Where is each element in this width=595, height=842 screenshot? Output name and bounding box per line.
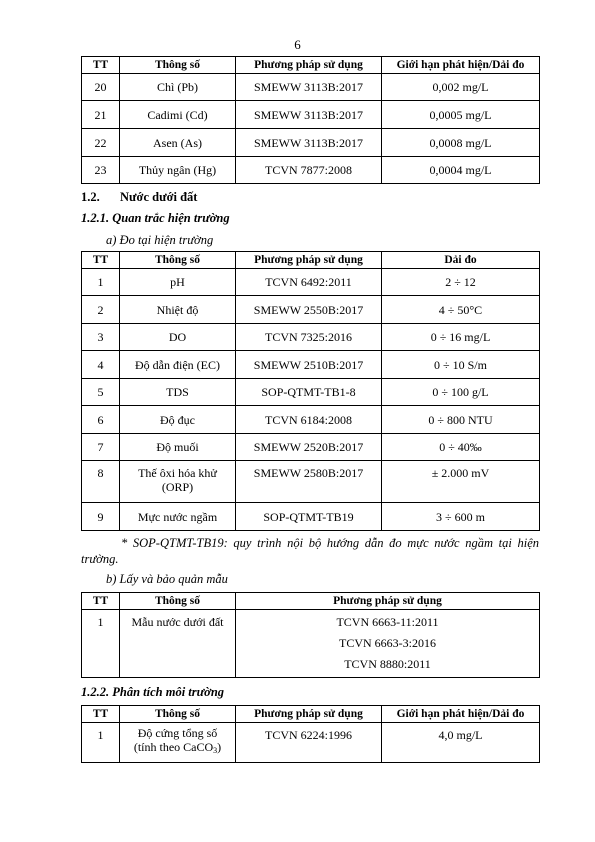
cell-range: 2 ÷ 12 — [382, 269, 540, 296]
table-header-row — [82, 706, 540, 723]
cell-tt: 9 — [82, 503, 120, 531]
section-title: Phân tích môi trường — [112, 685, 225, 699]
field-measurement-table — [81, 251, 540, 531]
cell-method: SMEWW 2550B:2017 — [236, 296, 382, 324]
cell-parameter: Thủy ngân (Hg) — [120, 157, 236, 184]
cell-parameter: Asen (As) — [120, 129, 236, 157]
cell-tt: 22 — [82, 129, 120, 157]
cell-method: TCVN 7877:2008 — [236, 157, 382, 184]
col-header-parameter: Thông số — [120, 57, 236, 74]
table-row — [82, 434, 540, 461]
section-number: 1.2.1. — [81, 211, 110, 225]
parameter-line-2 — [123, 740, 232, 758]
section-number: 1.2.2. — [81, 685, 110, 699]
cell-method: TCVN 7325:2016 — [236, 324, 382, 351]
cell-parameter: pH — [120, 269, 236, 296]
sampling-table — [81, 592, 540, 678]
cell-parameter: Chì (Pb) — [120, 74, 236, 101]
cell-parameter: DO — [120, 324, 236, 351]
cell-tt: 1 — [82, 269, 120, 296]
cell-parameter: Độ dẫn điện (EC) — [120, 351, 236, 379]
table-row — [82, 157, 540, 184]
cell-limit: 4,0 mg/L — [382, 723, 540, 763]
cell-method: TCVN 6224:1996 — [236, 723, 382, 763]
section-title: Nước dưới đất — [120, 190, 198, 204]
col-header-tt: TT — [82, 593, 120, 610]
cell-method: SMEWW 2580B:2017 — [236, 461, 382, 503]
cell-method: SOP-QTMT-TB1-8 — [236, 379, 382, 406]
table-row — [82, 723, 540, 763]
table-row — [82, 101, 540, 129]
cell-limit: 0,0008 mg/L — [382, 129, 540, 157]
cell-limit: 0,0004 mg/L — [382, 157, 540, 184]
cell-parameter: Mực nước ngầm — [120, 503, 236, 531]
cell-method: SMEWW 3113B:2017 — [236, 101, 382, 129]
col-header-parameter: Thông số — [120, 706, 236, 723]
cell-tt: 1 — [82, 723, 120, 763]
cell-tt: 23 — [82, 157, 120, 184]
cell-method: SMEWW 3113B:2017 — [236, 74, 382, 101]
cell-parameter: Độ đục — [120, 406, 236, 434]
cell-limit: 0,002 mg/L — [382, 74, 540, 101]
cell-tt: 4 — [82, 351, 120, 379]
col-header-tt: TT — [82, 252, 120, 269]
table-header-row — [82, 593, 540, 610]
col-header-limit: Giới hạn phát hiện/Dải đo — [382, 57, 540, 74]
table-header-row — [82, 57, 540, 74]
cell-method: TCVN 6184:2008 — [236, 406, 382, 434]
table-row — [82, 296, 540, 324]
section-title: Quan trắc hiện trường — [112, 211, 230, 225]
table-row — [82, 351, 540, 379]
col-header-method: Phương pháp sử dụng — [236, 252, 382, 269]
col-header-limit: Giới hạn phát hiện/Dải đo — [382, 706, 540, 723]
method-line: TCVN 6663-11:2011 — [336, 615, 439, 629]
cell-parameter: Mẫu nước dưới đất — [120, 610, 236, 678]
parameter-text: ) — [217, 740, 222, 754]
subscript: 3 — [213, 746, 218, 755]
metals-table — [81, 56, 540, 184]
cell-parameter: Nhiệt độ — [120, 296, 236, 324]
section-heading-1-2-2 — [81, 685, 224, 700]
footnote: * SOP-QTMT-TB19: quy trình nội bộ hướng dẫn đo mực nước ngầm tại hiện trường. — [81, 536, 539, 566]
col-header-tt: TT — [82, 57, 120, 74]
cell-methods — [236, 610, 540, 678]
subheading-b: b) Lấy và bảo quản mẫu — [106, 572, 228, 586]
parameter-line-1: Độ cứng tổng số — [137, 726, 218, 740]
analysis-table — [81, 705, 540, 763]
cell-method: SOP-QTMT-TB19 — [236, 503, 382, 531]
cell-limit: 0,0005 mg/L — [382, 101, 540, 129]
cell-range: 0 ÷ 100 g/L — [382, 379, 540, 406]
table-header-row — [82, 252, 540, 269]
cell-range: 0 ÷ 10 S/m — [382, 351, 540, 379]
section-number: 1.2. — [81, 190, 100, 204]
col-header-method: Phương pháp sử dụng — [236, 57, 382, 74]
cell-range: 0 ÷ 40‰ — [382, 434, 540, 461]
cell-range: 0 ÷ 800 NTU — [382, 406, 540, 434]
col-header-method: Phương pháp sử dụng — [236, 593, 540, 610]
method-line: TCVN 8880:2011 — [344, 657, 431, 671]
method-line: TCVN 6663-3:2016 — [339, 636, 436, 650]
cell-method: SMEWW 2520B:2017 — [236, 434, 382, 461]
cell-tt: 2 — [82, 296, 120, 324]
cell-tt: 3 — [82, 324, 120, 351]
cell-method: SMEWW 2510B:2017 — [236, 351, 382, 379]
cell-method: TCVN 6492:2011 — [236, 269, 382, 296]
page-number: 6 — [294, 37, 301, 52]
cell-range: 0 ÷ 16 mg/L — [382, 324, 540, 351]
cell-tt: 5 — [82, 379, 120, 406]
table-row — [82, 503, 540, 531]
cell-tt: 6 — [82, 406, 120, 434]
cell-parameter: Thế ôxi hóa khử (ORP) — [120, 461, 236, 503]
col-header-parameter: Thông số — [120, 252, 236, 269]
col-header-tt: TT — [82, 706, 120, 723]
col-header-method: Phương pháp sử dụng — [236, 706, 382, 723]
cell-range: 3 ÷ 600 m — [382, 503, 540, 531]
cell-tt: 1 — [82, 610, 120, 678]
cell-parameter: Cadimi (Cd) — [120, 101, 236, 129]
table-row — [82, 610, 540, 678]
table-row — [82, 269, 540, 296]
col-header-range: Dải đo — [382, 252, 540, 269]
parameter-text: (tính theo CaCO — [133, 740, 214, 754]
cell-tt: 7 — [82, 434, 120, 461]
col-header-parameter: Thông số — [120, 593, 236, 610]
table-row — [82, 129, 540, 157]
cell-range: ± 2.000 mV — [382, 461, 540, 503]
cell-tt: 21 — [82, 101, 120, 129]
cell-parameter: TDS — [120, 379, 236, 406]
table-row — [82, 74, 540, 101]
cell-tt: 20 — [82, 74, 120, 101]
subheading-a: a) Đo tại hiện trường — [106, 233, 214, 247]
cell-method: SMEWW 3113B:2017 — [236, 129, 382, 157]
cell-range: 4 ÷ 50°C — [382, 296, 540, 324]
table-row — [82, 324, 540, 351]
table-row — [82, 406, 540, 434]
cell-parameter — [120, 723, 236, 763]
cell-tt: 8 — [82, 461, 120, 503]
table-row — [82, 379, 540, 406]
section-heading-1-2-1 — [81, 211, 230, 226]
section-heading-1-2 — [81, 190, 197, 205]
table-row — [82, 461, 540, 503]
cell-parameter: Độ muối — [120, 434, 236, 461]
